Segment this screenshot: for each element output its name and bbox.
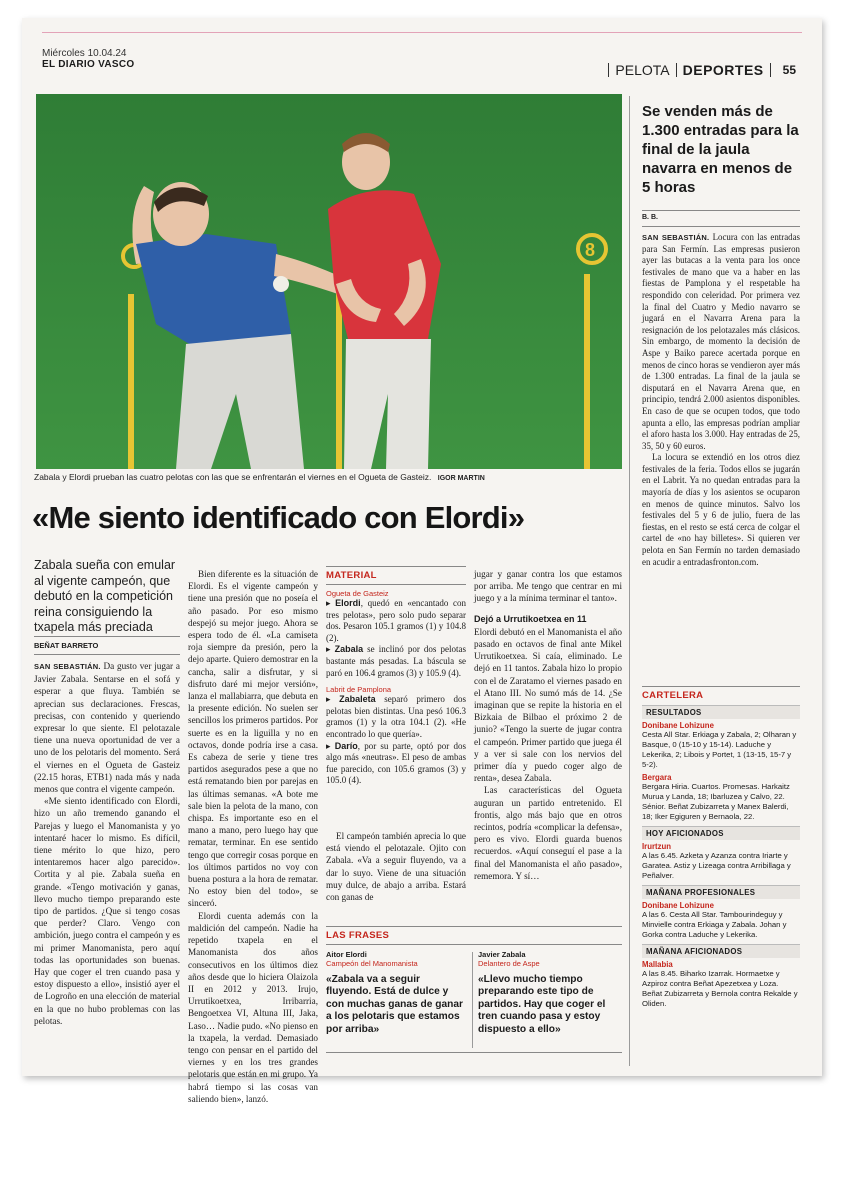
pelota-players-illustration	[36, 94, 622, 469]
material-top-rule	[326, 566, 466, 567]
material-item-text: , quedó en «encantado con tres pelotas», pero solo pudo separar dos. Pesaron 105.1 gramos (1) y 104.8 (2).	[326, 598, 466, 643]
cartelera-venue: Irurtzun	[642, 842, 672, 851]
article-headline: «Me siento identificado con Elordi»	[32, 500, 525, 535]
article-paragraph: «Me siento identificado con Elordi, hizo un año tremendo ganando el Parejas y luego el Manomanista y yo intentaré hacer lo mismo. Es difícil, tiene mérito lo que hizo, pero intentaremos hacer algo parecido». Cortita y al pie. Zabala sueña en grande. «Tengo motivación y ganas, llevo mucho tiempo preparando este tipo de partidos. ¿Que si tengo cosas que perder? Claro. Vengo con ambición, juego contra el campeón y es mi primer Manomanista, pero aquí todas las oportunidades son buenas. Hay que coger el tren cuando pasa y estoy dispuesto a ello», insistió ayer el de Logroño en una elección de material en la que no hubo problemas con las pelotas.	[34, 796, 180, 1026]
article-column-3	[326, 830, 466, 903]
article-byline: BEÑAT BARRETO	[34, 641, 99, 650]
top-border-line	[42, 32, 802, 33]
court-number: 8	[585, 240, 596, 260]
cartelera-title: CARTELERA	[642, 690, 704, 701]
page-number: 55	[782, 63, 796, 77]
sidebar-body	[642, 232, 800, 568]
lead-rule	[34, 636, 180, 637]
cartelera-entry: A las 8.45. Biharko Izarrak. Hormaetxe y Azpiroz contra Beñat Apezetxea y Loza. Beñat Zubizarreta y Bernola contra Rekalde y Oliden.	[642, 969, 798, 1008]
byline-rule	[34, 654, 180, 655]
cartelera-band: HOY AFICIONADOS	[642, 826, 800, 840]
article-column-4	[474, 568, 622, 882]
material-title: MATERIAL	[326, 570, 377, 581]
newspaper-page	[22, 18, 822, 1104]
photo-credit: IGOR MARTIN	[437, 475, 485, 482]
article-lead: Zabala sueña con emular al vigente campeón, que debutó en la competición reina consiguiendo la txapela más preciada	[34, 558, 176, 634]
article-paragraph: jugar y ganar contra los que estamos por arriba. Me tengo que centrar en mi juego y a la mínima terminar el tanto».	[474, 569, 622, 604]
sidebar-dateline: SAN SEBASTIÁN.	[642, 233, 710, 242]
quote-role: Campeón del Manomanista	[326, 959, 418, 968]
photo-caption	[34, 472, 624, 482]
article-column-1	[34, 660, 180, 1027]
quote-author: Aitor Elordi	[326, 950, 367, 959]
quotes-bottom-rule	[326, 1052, 622, 1053]
material-venue: Ogueta de Gasteiz	[326, 589, 389, 598]
caption-text: Zabala y Elordi prueban las cuatro pelotas con las que se enfrentarán el viernes en el Ogueta de Gasteiz.	[34, 472, 432, 482]
quote-author: Javier Zabala	[478, 950, 526, 959]
material-item: ▸ Darío, por su parte, optó por dos algo más «neutras». El peso de ambas fue parecido, con 105.6 gramos (3) y 105.0 (4).	[326, 740, 466, 786]
cartelera-venue: Donibane Lohizune	[642, 721, 714, 730]
article-dateline: SAN SEBASTIÁN.	[34, 662, 101, 671]
quote-item	[326, 950, 466, 1036]
header-divider	[608, 63, 609, 77]
sidebar-rule	[642, 210, 800, 211]
material-player: Zabala	[334, 644, 364, 655]
header-divider	[676, 63, 677, 77]
material-item-text: se inclinó por dos pelotas bastante más pesadas. La báscula se paró en 106.4 gramos (3) y 105.9 (4).	[326, 644, 466, 678]
article-subheading: Dejó a Urrutikoetxea en 11	[474, 613, 587, 624]
material-rule	[326, 584, 466, 585]
material-item-text: separó primero dos pelotas bien distintas. Una pesó 106.3 gramos (1) y la otra 104.1 (2). «He encontrado lo que quería».	[326, 694, 466, 739]
material-item: ▸ Elordi, quedó en «encantado con tres pelotas», pero solo pudo separar dos. Pesaron 105.1 gramos (1) y 104.8 (2).	[326, 598, 466, 643]
cartelera-entry: A las 6. Cesta All Star. Tambourindeguy y Minvielle contra Erkiaga y Zabala. Johan y Gorka contra Laduche y Lekerika.	[642, 910, 787, 939]
cartelera-entry: Cesta All Star. Erkiaga y Zabala, 2; Olharan y Basque, 0 (15-10 y 15-14). Laduche y Lekerika, 2; Libois y Portet, 1 (13-15, 15-7 y 5-2).	[642, 730, 797, 769]
section-label: PELOTA	[615, 62, 670, 78]
page-header-right	[608, 62, 796, 78]
quotes-top-rule	[326, 926, 622, 927]
quotes-title: LAS FRASES	[326, 930, 390, 941]
article-paragraph: Las características del Ogueta auguran un partido entretenido. El frontis, algo más bajo que en otros recintos, podría «complicar la defensa», pero es vivo. Elordi guarda buenos recuerdos. «Aquí conseguí el pase a la final del Manomanista el año pasado», rememora. Y sí…	[474, 785, 622, 881]
quotes-rule	[326, 944, 622, 945]
cartelera-band: RESULTADOS	[642, 705, 800, 719]
sidebar-paragraph: Locura con las entradas para San Fermín. Las empresas pusieron ayer las butacas a la venta para los once festivales de mano que va a haber en las fiestas de Pamplona y el respetable ha respondido con celeridad. Por primera vez la final del Cuatro y Medio navarro se jugará en el Navarra Arena para la resignación de los pelotazales más clásicos. Sin embargo, de momento la decisión de Aspe y Baiko parece acertada porque en menos de cinco horas se vendieron ayer más de 1.300 entradas. La final de la jaula se disputará en el Navarra Arena que, en principio, tendrá 2.000 asientos disponibles. En caso de que se ocupen todos, que todo apunta a ello, las empresas podrían ampliar el aforo hasta los 3.000. Hay entradas de 25, 35, 50 y 60 euros.	[642, 232, 801, 451]
cartelera-venue: Mallabia	[642, 960, 673, 969]
cartelera-band: MAÑANA AFICIONADOS	[642, 944, 800, 958]
quote-text: «Llevo mucho tiempo preparando este tipo de partidos. Hay que coger el tren cuando pasa y estoy dispuesto a ello»	[478, 974, 606, 1035]
article-paragraph: Elordi cuenta además con la maldición del campeón. Nadie ha repetido txapela en el Manomanista dos años consecutivos en los últimos diez años desde que lo hiciera Olaizola II en 2012 y 2013. Irujo, Urrutikoetxea, Irribarria, Bengoetxea VI, Altuna III, Jaka, Laso… Nadie pudo. «No pienso en la txapela, la verdad. Demasiado tengo con pensar en el partido del viernes y en los tres grandes pelotaris que están en mi grupo. Ya habrá tiempo si las cosas van saliendo bien», lanzó.	[188, 910, 318, 1104]
quote-role: Delantero de Aspe	[478, 959, 540, 968]
material-item-text: , por su parte, optó por dos algo más «neutras». El peso de ambas fue parecido, con 105.6 gramos (3) y 105.0 (4).	[326, 740, 466, 786]
header-divider	[770, 63, 771, 77]
article-column-2	[188, 568, 318, 1105]
cartelera-entry: Bergara Hiria. Cuartos. Promesas. Harkaitz Murua y Landa, 18; Ibarluzea y Calvo, 22. Sénior. Beñat Zubizarreta y Manex Balerdi, 18; Iker Egiguren y Bernaola, 22.	[642, 782, 790, 821]
cartelera-venue: Donibane Lohizune	[642, 901, 714, 910]
cartelera-top-rule	[642, 686, 800, 687]
sidebar-divider	[629, 96, 630, 1066]
article-paragraph: Da gusto ver jugar a Javier Zabala. Sentarse en el sofá y esperar a que fluya. También se aprecian sus declaraciones. Frescas, precisas, con contenido y queriendo expresar lo que siente. El pelotazale tiene una nueva oportunidad de ver a uno de los pelotaris del momento. Será el viernes en el Ogueta de Gasteiz (22.15 horas, ETB1) nada más y nada menos que contra el vigente campeón.	[34, 661, 181, 795]
material-player: Darío	[334, 740, 358, 751]
subsection-label: DEPORTES	[682, 62, 764, 78]
article-photo	[36, 94, 622, 469]
page-header-left	[42, 48, 134, 70]
article-paragraph: Bien diferente es la situación de Elordi. Es el vigente campeón y tiene una presión que no poseía el año pasado. Por eso mismo despejó su mejor juego. Ahora se espera todo de él. «La camiseta roja siempre da presión, pero la dejo aparte. Quiero demostrar en la cancha, salir a disfrutar, y si disfruto daré mi mejor versión», lanza el mallabiarra, que debuta en la presente edición. No suelen ser sencillos los primeros partidos. Por suerte es en la liguilla y no en octavos, donde podría irse a casa. Es cabeza de serie y tiene tres partidos asegurados pese a que no está rematando bien por parejas en las últimas semanas. «A bote me sale bien la pelota de la mano, con chispa. Es importante eso en el mano a mano, pero luego hay que rematar, terminar. En ese sentido tengo que corregir cosas porque en los últimos partidos no voy con buena postura a la hora de rematar. No estoy bien del todo», se sinceró.	[188, 569, 318, 909]
material-item: ▸ Zabala se inclinó por dos pelotas bastante más pesadas. La báscula se paró en 106.4 gramos (3) y 105.9 (4).	[326, 644, 466, 678]
sidebar-rule	[642, 226, 800, 227]
cartelera-entry: A las 6.45. Azketa y Azanza contra Iriarte y Garatea. Astiz y Lizeaga contra Arribillaga y Peñalver.	[642, 851, 791, 880]
material-item: ▸ Zabaleta separó primero dos pelotas bien distintas. Una pesó 106.3 gramos (1) y la otra 104.1 (2). «He encontrado lo que quería».	[326, 694, 466, 739]
quote-item	[478, 950, 622, 1036]
issue-date: Miércoles 10.04.24	[42, 48, 127, 59]
material-box	[326, 566, 466, 787]
quote-divider	[472, 952, 473, 1048]
quote-text: «Zabala va a seguir fluyendo. Está de dulce y con muchas ganas de ganar a los pelotaris que estamos por arriba»	[326, 974, 464, 1035]
sidebar-headline: Se venden más de 1.300 entradas para la final de la jaula navarra en menos de 5 horas	[642, 103, 799, 196]
sidebar-author: B. B.	[642, 214, 658, 221]
sidebar-paragraph: La locura se extendió en los otros diez festivales de la feria. Todos ellos se jugarán en el Labrit. Ya no quedan entradas para la mayoría de días y los asientos se ocuparon en menos de quince minutos. Salvo los festivales del 5 y 6 de julio, fuera de las fiestas, en el resto se está cerca de colgar el cartel de «no hay billetes». Si quieren ver pelota en San Fermín no tarden demasiado en acudir a entradasfronton.com.	[642, 452, 800, 567]
cartelera-box	[642, 686, 800, 1012]
material-player: Elordi	[335, 598, 361, 608]
article-paragraph: Elordi debutó en el Manomanista el año pasado en octavos de final ante Mikel Urrutikoetxea. Si caía, eliminado. Le dejó en 11 tantos. Zabala hizo lo propio con el de Zaratamo el viernes pasado en el Atano III. No sumó más de 14. ¿Se imaginan que se repite la historia en el Bizkaia de Bilbao el próximo 2 de junio? «Tengo la suerte de jugar contra el campeón. Primer partido que juega él y a ver si sale con los nervios del primer día y puedo coger algo de renta», desea Zabala.	[474, 626, 622, 784]
cartelera-venue: Bergara	[642, 773, 672, 782]
quotes-box	[326, 926, 622, 1056]
newspaper-name: EL DIARIO VASCO	[42, 59, 135, 70]
material-venue: Labrit de Pamplona	[326, 685, 392, 695]
article-paragraph: El campeón también aprecia lo que está viendo el pelotazale. Ojito con Zabala. «Va a seguir fluyendo, va a dar lo suyo. Viene de una situación muy dulce, de abajo a arriba. Estará con ganas de	[326, 831, 466, 903]
cartelera-band: MAÑANA PROFESIONALES	[642, 885, 800, 899]
material-player: Zabaleta	[339, 694, 376, 705]
